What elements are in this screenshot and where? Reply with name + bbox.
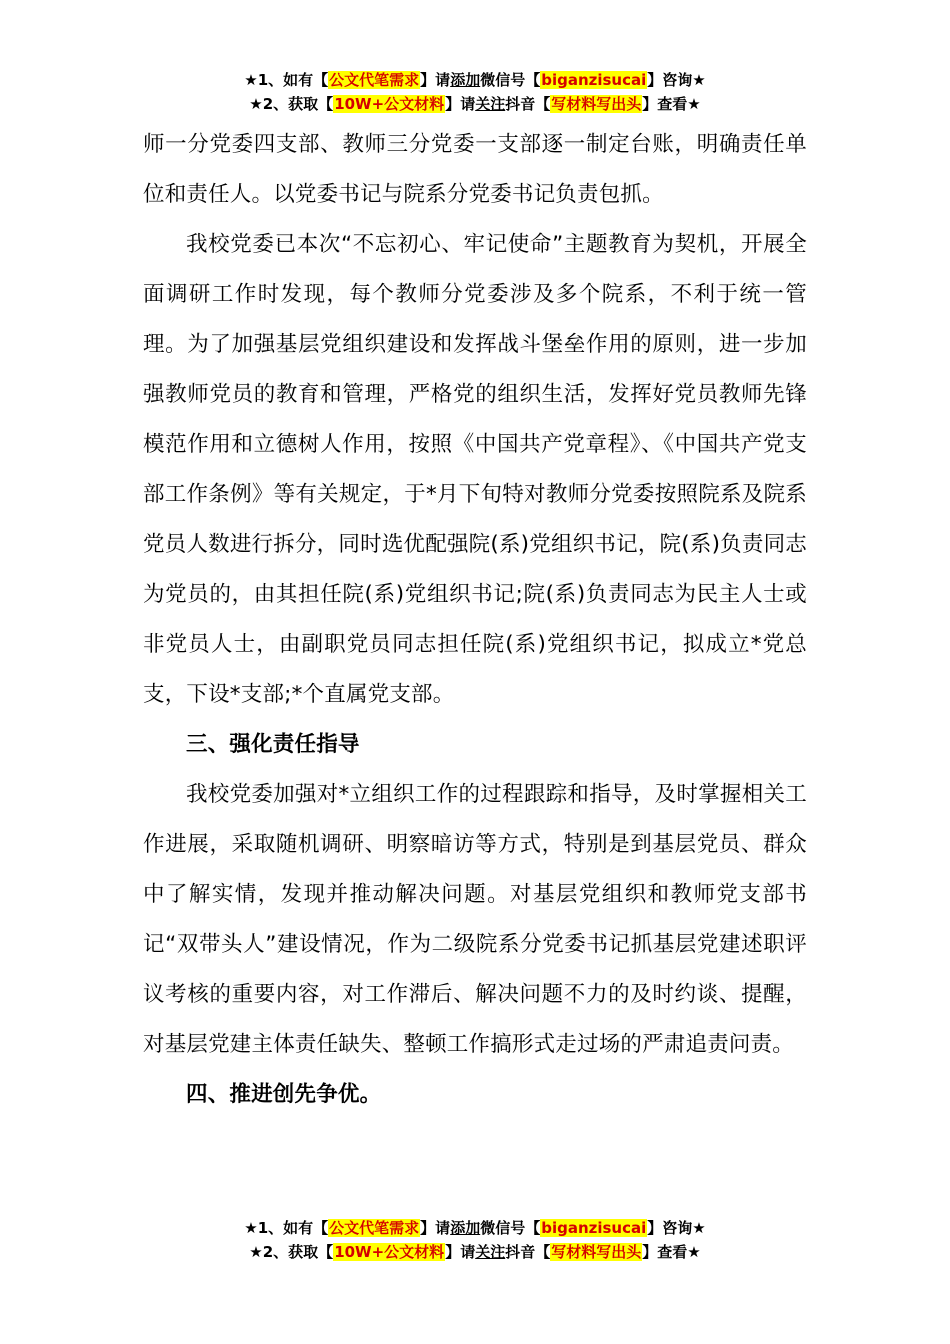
banner-text: ★2、获取【 [249,95,334,113]
highlight-wechat-id: biganzisucai [541,71,647,89]
banner-text: 】请 [445,95,476,113]
section-heading-4: 四、推进创先争优。 [186,1082,382,1107]
highlight-douyin-account: 写材料写出头 [551,95,642,113]
banner-text: 微信号【 [480,71,541,89]
header-banner [0,68,950,116]
underlined-text: 添加 [450,1219,481,1237]
section-heading-3: 三、强化责任指导 [186,732,360,757]
banner-text: ★1、如有【 [244,1219,329,1237]
banner-text: 抖音【 [505,95,551,113]
banner-line-2 [0,92,950,116]
document-body [143,120,807,1120]
banner-text: 】咨询★ [647,1219,706,1237]
highlight-wechat-id: biganzisucai [541,1219,647,1237]
banner-text: 】请 [445,1243,476,1261]
banner-text: 】查看★ [642,95,701,113]
banner-line-1 [0,68,950,92]
banner-text: ★2、获取【 [249,1243,334,1261]
underlined-text: 关注 [475,95,506,113]
banner-text: 微信号【 [480,1219,541,1237]
underlined-text: 关注 [475,1243,506,1261]
banner-text: 】查看★ [642,1243,701,1261]
banner-line-2 [0,1240,950,1264]
highlight-materials: 10W+公文材料 [334,95,445,113]
paragraph: 我校党委加强对*立组织工作的过程跟踪和指导，及时掌握相关工作进展，采取随机调研、明察暗访等方式，特别是到基层党员、群众中了解实情，发现并推动解决问题。对基层党组织和教师党支部书记“双带头人”建设情况，作为二级院系分党委书记抓基层党建述职评议考核的重要内容，对工作滞后、解决问题不力的及时约谈、提醒，对基层党建主体责任缺失、整顿工作搞形式走过场的严肃追责问责。 [143,782,807,1057]
highlight-douyin-account: 写材料写出头 [551,1243,642,1261]
underlined-text: 添加 [450,71,481,89]
banner-text: 】咨询★ [647,71,706,89]
banner-line-1 [0,1216,950,1240]
banner-text: 抖音【 [505,1243,551,1261]
highlight-materials: 10W+公文材料 [334,1243,445,1261]
footer-banner [0,1216,950,1264]
paragraph: 我校党委已本次“不忘初心、牢记使命”主题教育为契机，开展全面调研工作时发现，每个教师分党委涉及多个院系，不利于统一管理。为了加强基层党组织建设和发挥战斗堡垒作用的原则，进一步加强教师党员的教育和管理，严格党的组织生活，发挥好党员教师先锋模范作用和立德树人作用，按照《中国共产党章程》、《中国共产党支部工作条例》等有关规定，于*月下旬特对教师分党委按照院系及院系党员人数进行拆分，同时选优配强院(系)党组织书记，院(系)负责同志为党员的，由其担任院(系)党组织书记;院(系)负责同志为民主人士或非党员人士，由副职党员同志担任院(系)党组织书记，拟成立*党总支，下设*支部;*个直属党支部。 [143,232,807,707]
highlight-service: 公文代笔需求 [329,1219,420,1237]
highlight-service: 公文代笔需求 [329,71,420,89]
banner-text: 】请 [420,1219,451,1237]
paragraph-continued: 师一分党委四支部、教师三分党委一支部逐一制定台账，明确责任单位和责任人。以党委书记与院系分党委书记负责包抓。 [143,132,807,207]
banner-text: 】请 [420,71,451,89]
banner-text: ★1、如有【 [244,71,329,89]
